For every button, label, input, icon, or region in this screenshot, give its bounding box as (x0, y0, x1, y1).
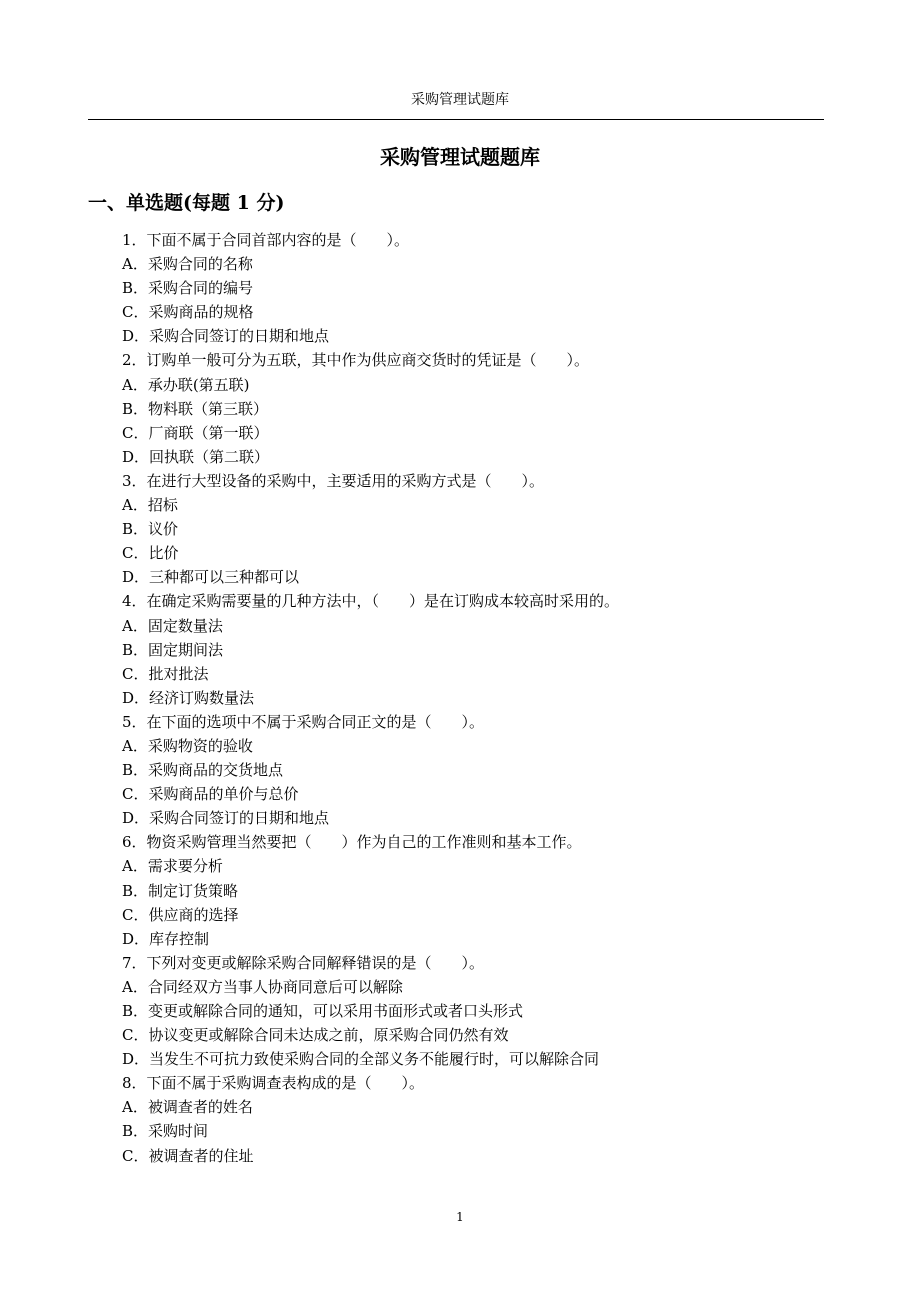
question-line: 1．下面不属于合同首部内容的是（ ）。 (122, 231, 410, 249)
option-line: A．承办联(第五联) (122, 375, 250, 394)
option-line: D．三种都可以三种都可以 (122, 568, 300, 587)
option-line: A．采购合同的名称 (122, 255, 253, 274)
option-line: D．当发生不可抗力致使采购合同的全部义务不能履行时，可以解除合同 (122, 1050, 600, 1069)
option-line: A．固定数量法 (122, 616, 223, 635)
option-line: B．制定订货策略 (122, 881, 239, 900)
question-line: 4．在确定采购需要量的几种方法中，（ ）是在订购成本较高时采用的。 (122, 592, 620, 611)
option-line: D．采购合同签订的日期和地点 (122, 809, 330, 828)
option-line: B．物料联（第三联） (122, 399, 269, 418)
option-line: C．采购商品的规格 (122, 303, 254, 322)
option-line: D．经济订购数量法 (122, 688, 255, 707)
question-line: 5．在下面的选项中不属于采购合同正文的是（ ）。 (122, 712, 485, 731)
option-line: A．被调查者的姓名 (122, 1098, 253, 1117)
option-line: B．变更或解除合同的通知，可以采用书面形式或者口头形式 (122, 1002, 524, 1020)
option-line: D．采购合同签订的日期和地点 (122, 327, 330, 346)
option-line: B．采购时间 (122, 1122, 209, 1141)
question-line: 8．下面不属于采购调查表构成的是（ ）。 (122, 1074, 425, 1093)
section-heading: 一、单选题(每题 1 分) (88, 192, 285, 214)
page-number: 1 (456, 1210, 464, 1224)
option-line: C．采购商品的单价与总价 (122, 785, 299, 804)
option-line: A．合同经双方当事人协商同意后可以解除 (122, 977, 403, 996)
option-line: C．供应商的选择 (122, 905, 239, 924)
option-line: D．回执联（第二联） (122, 447, 270, 466)
question-line: 2．订购单一般可分为五联，其中作为供应商交货时的凭证是（ ）。 (122, 351, 590, 370)
question-list (122, 228, 822, 1168)
option-line: C．协议变更或解除合同未达成之前，原采购合同仍然有效 (122, 1026, 509, 1045)
header-rule (88, 119, 824, 120)
question-line: 6．物资采购管理当然要把（ ）作为自己的工作准则和基本工作。 (122, 833, 582, 852)
option-line: A．采购物资的验收 (122, 736, 253, 755)
option-line: B．固定期间法 (122, 640, 224, 659)
option-line: C．被调查者的住址 (122, 1146, 254, 1165)
option-line: A．招标 (122, 496, 178, 515)
document-title: 采购管理试题题库 (380, 145, 540, 169)
question-line: 3．在进行大型设备的采购中，主要适用的采购方式是（ ）。 (122, 471, 545, 490)
option-line: C．批对批法 (122, 664, 209, 683)
option-line: B．采购商品的交货地点 (122, 761, 284, 780)
option-line: B．议价 (122, 520, 179, 539)
option-line: D．库存控制 (122, 929, 210, 948)
option-line: A．需求要分析 (122, 857, 223, 876)
option-line: C．比价 (122, 544, 179, 563)
option-line: B．采购合同的编号 (122, 279, 254, 298)
running-header: 采购管理试题库 (411, 92, 509, 108)
option-line: C．厂商联（第一联） (122, 423, 269, 442)
question-line: 7．下列对变更或解除采购合同解释错误的是（ ）。 (122, 953, 485, 972)
